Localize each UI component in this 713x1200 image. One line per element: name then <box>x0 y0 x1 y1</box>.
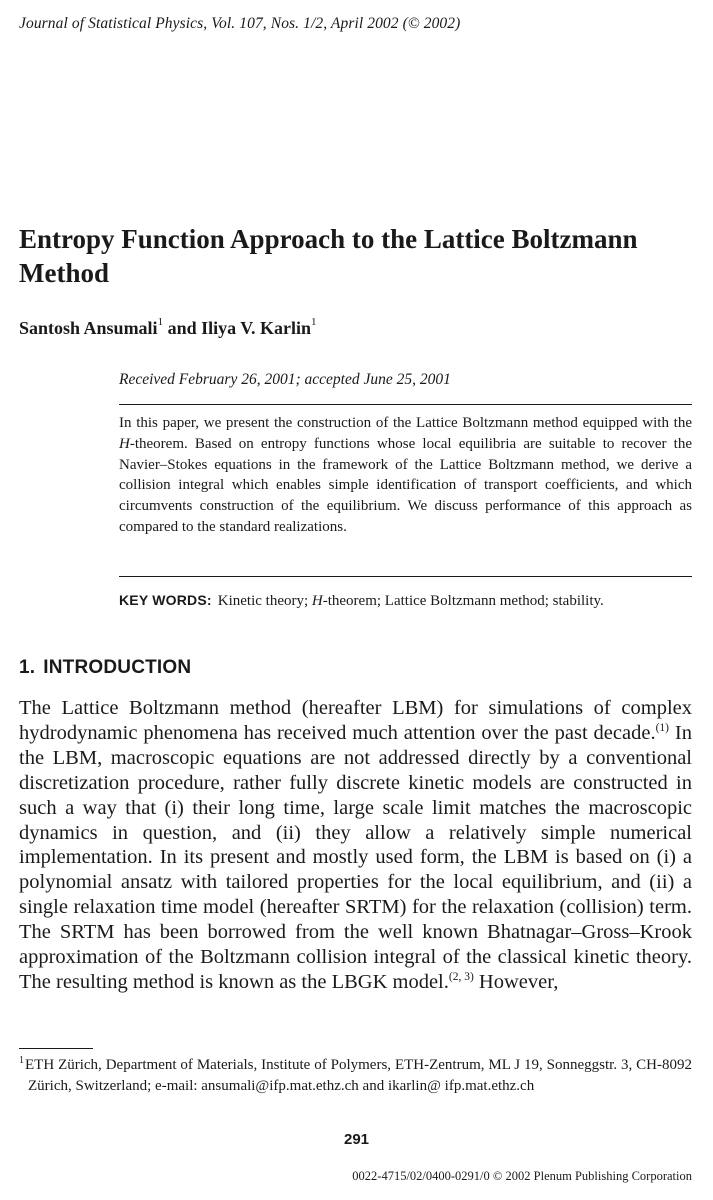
abstract-top-rule <box>119 404 692 405</box>
author-joiner: and <box>167 318 197 338</box>
copyright-line: 0022-4715/02/0400-0291/0 © 2002 Plenum Publishing Corporation <box>352 1169 692 1183</box>
affiliation-mark: 1 <box>310 316 317 328</box>
keywords: KEY WORDS: Kinetic theory; H-theorem; Lattice Boltzmann method; stability. <box>119 592 604 609</box>
footnote <box>19 1055 692 1097</box>
section-heading <box>19 657 199 679</box>
citation-ref: (2, 3) <box>448 971 474 984</box>
author-name: Santosh Ansumali <box>19 318 158 338</box>
author-list <box>19 318 316 339</box>
journal-header: Journal of Statistical Physics, Vol. 107, Nos. 1/2, April 2002 (© 2002) <box>19 15 461 32</box>
affiliation-mark: 1 <box>157 316 164 328</box>
h-symbol: H <box>119 435 130 452</box>
h-symbol: H <box>311 593 323 609</box>
article-title: Entropy Function Approach to the Lattice Boltzmann Method <box>19 224 638 288</box>
section-number: 1. <box>19 657 36 678</box>
author-name: Iliya V. Karlin <box>201 318 311 338</box>
footnote-rule <box>19 1048 93 1049</box>
page-number: 291 <box>343 1131 370 1148</box>
received-dates: Received February 26, 2001; accepted June 25, 2001 <box>119 371 451 388</box>
section-title: INTRODUCTION <box>43 657 192 678</box>
abstract: In this paper, we present the construction of the Lattice Boltzmann method equipped with the H-theorem. Based on entropy functions whose local equilibria are suitable to recover the Navier–Stokes equations in the framework of the Lattice Boltzmann method, we derive a collision integral which enables simple identification of transport coefficients, and which circumvents construction of the equilibrium. We discuss performance of this approach as compared to the standard realizations. <box>119 415 692 535</box>
abstract-bottom-rule <box>119 576 692 577</box>
footnote-mark: 1 <box>19 1055 24 1066</box>
footnote-text: ETH Zürich, Department of Materials, Institute of Polymers, ETH-Zentrum, ML J 19, Sonneggstr. 3, CH-8092 Zürich, Switzerland; e-mail: ansumali@ifp.mat.ethz.ch and ikarlin@ ifp.mat.ethz.ch <box>25 1057 692 1094</box>
keywords-label: KEY WORDS: <box>119 592 212 608</box>
introduction-paragraph: The Lattice Boltzmann method (hereafter LBM) for simulations of complex hydrodynamic phenomena has received much attention over the past decade.$^{(1)}$ In the LBM, macroscopic equations are not addressed directly by a conventional discretization procedure, rather fully discrete kinetic models are constructed in such a way that (i) their long time, large scale limit matches the macroscopic dynamics in question, and (ii) they allow a relatively simple numerical implementation. In its present and mostly used form, the LBM is based on (i) a polynomial ansatz with tailored properties for the local equilibrium, and (ii) a single relaxation time model (hereafter SRTM) for the relaxation (collision) term. The SRTM has been borrowed from the well known Bhatnagar–Gross–Krook approximation of the Boltzmann collision integral of the classical kinetic theory. The resulting method is known as the LBGK model.$^{(2, 3)}$ However, <box>19 697 692 993</box>
citation-ref: (1) <box>655 722 670 735</box>
